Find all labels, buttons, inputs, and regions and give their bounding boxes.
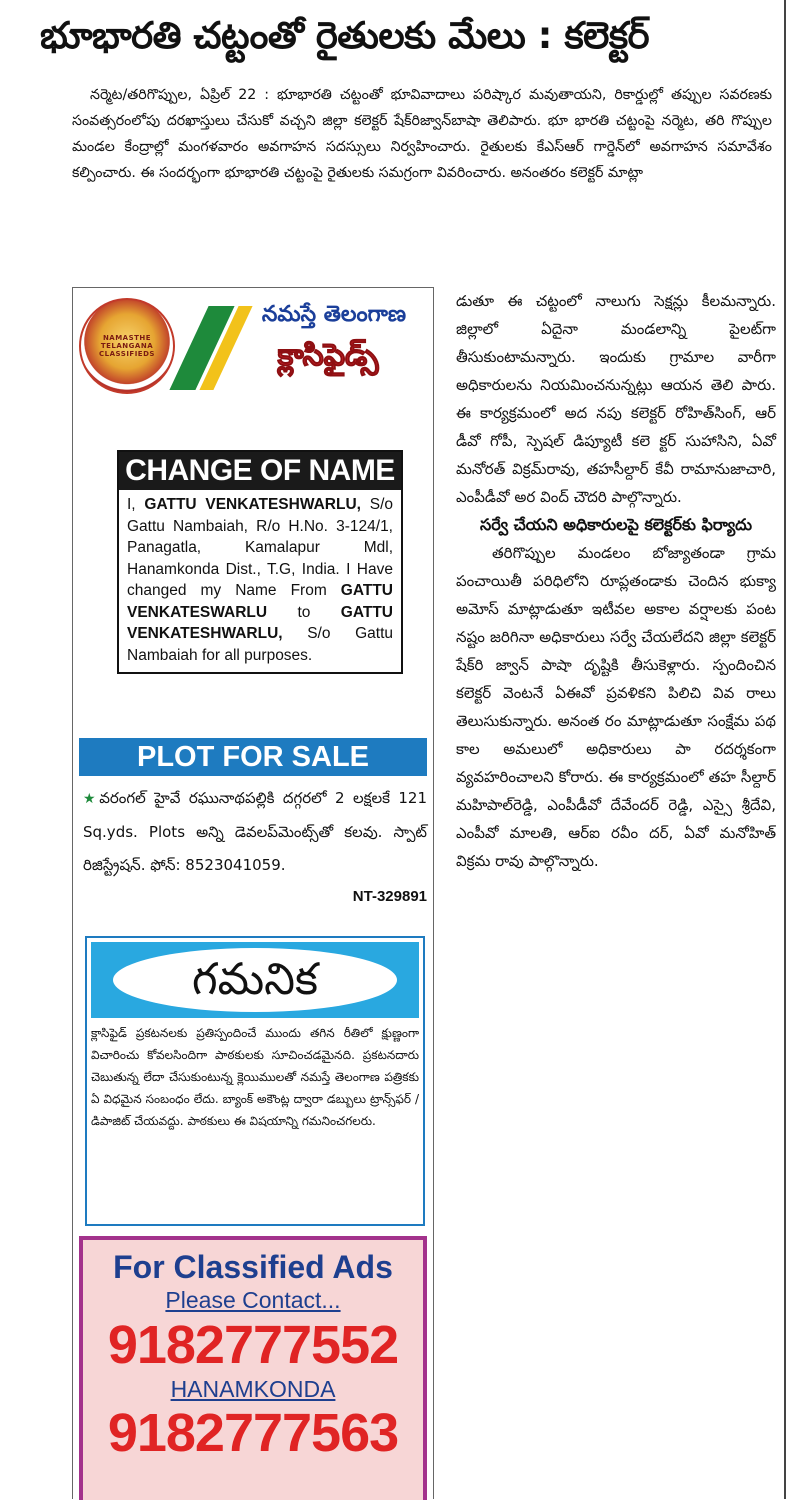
notice-text: క్లాసిఫైడ్ ప్రకటనలకు ప్రతిస్పందించే ముందు తగిన రీతిలో క్షుణ్ణంగా విచారించు కోవలసిందిగా పాఠకులకు సూచించడమైనది. ప్రకటనదారు చెబుతున్న లేదా చేసుకుంటున్న క్లెయిములతో నమస్తే తెలంగాణ పత్రికకు ఏ విధమైన సంబంధం లేదు. బ్యాంక్ అకౌంట్ల ద్వారా డబ్బులు ట్రాన్స్‌ఫర్ / డిపాజిట్ చేయవద్దు. పాఠకులు ఈ విషయాన్ని గమనించగలరు. <box>91 1026 419 1128</box>
name-text-prefix: I, <box>127 496 145 513</box>
brand-name: నమస్తే తెలంగాణ <box>261 302 407 327</box>
article-subhead: సర్వే చేయని అధికారులపై కలెక్టర్‌కు ఫిర్యాదు <box>480 515 752 534</box>
contact-city: HANAMKONDA <box>170 1376 336 1402</box>
change-of-name-title: CHANGE OF NAME <box>119 452 401 490</box>
classified-contact-box <box>79 1236 427 1500</box>
name-current: GATTU VENKATESHWARLU, <box>144 496 361 513</box>
change-of-name-body <box>119 490 401 672</box>
name-old: GATTU VENKATESWARLU <box>127 582 393 621</box>
name-new: GATTU VENKATESHWARLU, <box>127 603 393 642</box>
contact-subtitle: Please Contact... <box>165 1287 341 1313</box>
contact-title: For Classified Ads <box>113 1249 393 1285</box>
article-right-column <box>456 287 776 875</box>
plot-for-sale-title: PLOT FOR SALE <box>79 738 427 776</box>
name-text-tail: S/o Gattu Nambaiah for all purposes. <box>127 625 393 664</box>
column-divider <box>784 0 786 1499</box>
name-text-to: to <box>267 603 341 621</box>
article-continuation: డుతూ ఈ చట్టంలో నాలుగు సెక్షన్లు కీలమన్నారు. జిల్లాలో ఏదైనా మండలాన్ని పైలట్‌గా తీసుకుంటామన్నారు. ఇందుకు గ్రామాల వారీగా అధికారులను నియమించనున్నట్లు ఆయన తెలి పారు. ఈ కార్యక్రమంలో అద నపు కలెక్టర్ రోహిత్‌సింగ్, ఆర్ డీవో గోపీ, స్పెషల్ డిప్యూటీ కలె క్టర్ సుహాసిని, ఏవో మనోరత్ విక్రమ్‌రావు, తహసీల్దార్ కేవీ రామానుజాచారి, ఎంపీడీవో అర వింద్ చౌదరి పాల్గొన్నారు. <box>456 292 776 506</box>
notice-title: గమనిక <box>191 954 319 1005</box>
brand-section-title: క్లాసిఫైడ్స్ <box>277 338 379 373</box>
classifieds-column <box>72 287 434 1499</box>
classifieds-brand-banner <box>79 296 427 396</box>
notice-box <box>85 936 425 1226</box>
notice-header <box>91 942 419 1018</box>
plot-for-sale-body <box>83 782 427 882</box>
contact-phone-2: 9182777563 <box>107 1403 399 1463</box>
contact-phone-1: 9182777552 <box>107 1315 399 1375</box>
article-body-paragraph: తరిగొప్పుల మండలం బోజ్యాతండా గ్రామ పంచాయితీ పరిధిలోని రూప్లతండాకు చెందిన భుక్యా అమోస్ మాట్లాడుతూ ఇటీవల అకాల వర్షాలకు పంట నష్టం జరిగినా అధికారులు సర్వే చేయలేదని జిల్లా కలెక్టర్ షేక్‌రి జ్వాన్ పాషా దృష్టికి తీసుకెళ్లారు. స్పందించిన కలెక్టర్ వెంటనే ఏఈవో ప్రవళికని పిలిచి వివ రాలు తెలుసుకున్నారు. అనంత రం మాట్లాడుతూ సంక్షేమ పథ కాల అమలులో అధికారులు పా రదర్శకంగా వ్యవహరించాలని కోరారు. ఈ కార్యక్రమంలో తహ సీల్దార్ మహిపాల్‌రెడ్డి, ఎంపీడీవో దేవేందర్ రెడ్డి, ఎస్సై శ్రీదేవి, ఎంపీవో మాలతి, ఆర్ఐ రవీం దర్, ఏవో మనోహిత్ విక్రమ రావు పాల్గొన్నారు. <box>456 544 776 870</box>
change-of-name-ad <box>117 450 403 674</box>
plot-ad-code: NT-329891 <box>352 888 427 905</box>
star-icon: ★ <box>83 791 100 807</box>
article-headline: భూభారతి చట్టంతో రైతులకు మేలు : కలెక్టర్ <box>40 14 650 57</box>
plot-text: వరంగల్ హైవే రఘునాథపల్లికి దగ్గరలో 2 లక్షలకే 121 Sq.yds. Plots అన్ని డెవలప్‌మెంట్స్‌తో కలవు. స్పాట్ రిజిస్ట్రేషన్. ఫోన్: 8523041059. <box>83 789 427 874</box>
article-lead-paragraph: నర్మెట/తరిగొప్పుల, ఏప్రిల్ 22 : భూభారతి చట్టంతో భూవివాదాలు పరిష్కార మవుతాయని, రికార్డుల్లో తప్పుల సవరణకు సంవత్సరంలోపు దరఖాస్తులు చేసుకో వచ్చని జిల్లా కలెక్టర్ షేక్‌రిజ్వాన్‌బాషా తెలిపారు. భూ భారతి చట్టంపై నర్మెట, తరి గొప్పుల మండల కేంద్రాల్లో మంగళవారం అవగాహన సదస్సులు నిర్వహించారు. రైతులకు కేఎస్ఆర్ గార్డెన్‌లో అవగాహన సమావేశం కల్పించారు. ఈ సందర్భంగా భూభారతి చట్టంపై రైతులకు సమగ్రంగా వివరించారు. అనంతరం కలెక్టర్ మాట్లా <box>72 87 772 181</box>
name-text-middle: S/o Gattu Nambaiah, R/o H.No. 3-124/1, Panagatla, Kamalapur Mdl, Hanamkonda Dist., T.G, India. I Have changed my Name From <box>127 496 393 599</box>
seal-text: NAMASTHE TELANGANA CLASSIFIEDS <box>99 334 155 358</box>
